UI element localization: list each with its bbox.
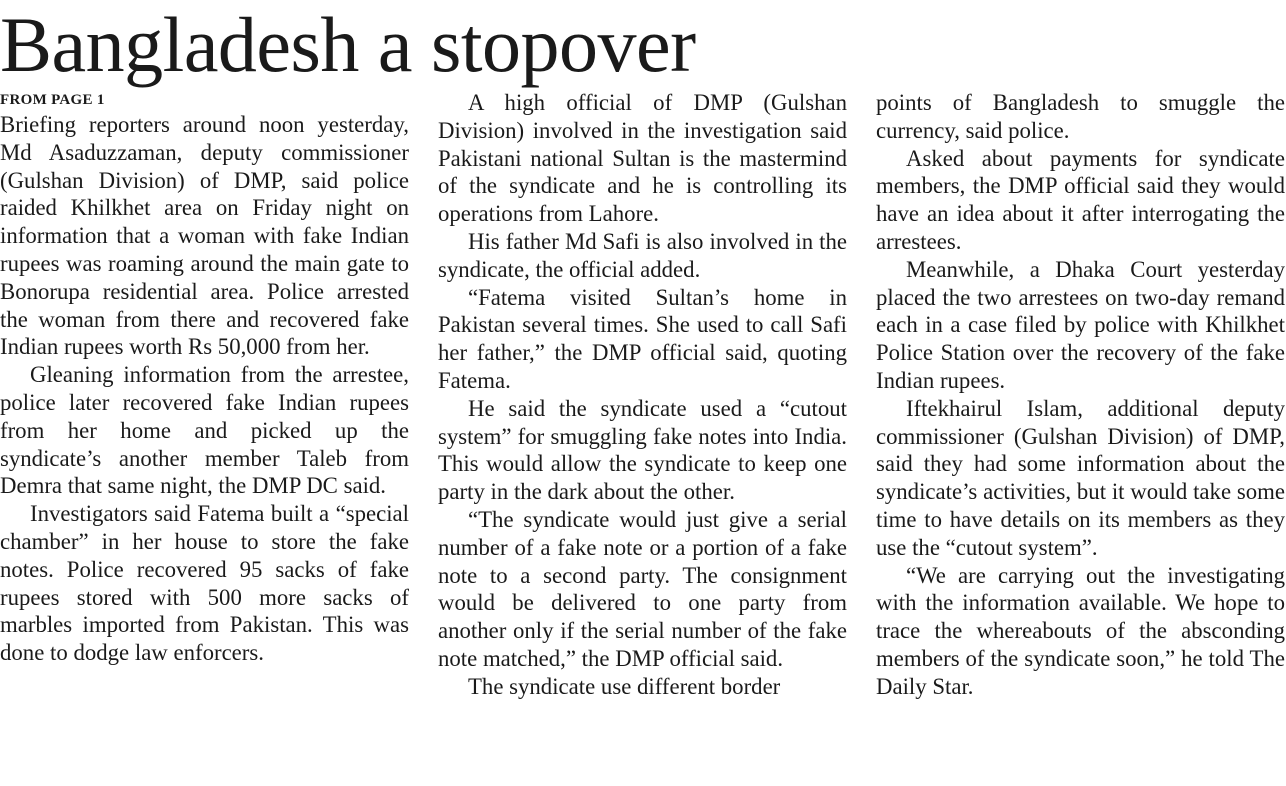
paragraph: points of Bangladesh to smuggle the currency, said police.: [876, 90, 1285, 143]
paragraph: “The syndicate would just give a serial number of a fake note or a portion of a fake note to a second party. The consignment would be delivered to one party from another only if the serial number of the fake note matched,” the DMP official said.: [438, 506, 847, 671]
headline: Bangladesh a stopover: [0, 1, 696, 88]
paragraph: Briefing reporters around noon yesterday, Md Asaduzzaman, deputy commissioner (Gulshan Division) of DMP, said police raided Khilkhet area on Friday night on information that a woman with fake Indian rupees was roaming around the main gate to Bonorupa residential area. Police arrested the woman from there and recovered fake Indian rupees worth Rs 50,000 from her.: [0, 112, 409, 360]
paragraph: Investigators said Fatema built a “special chamber” in her house to store the fake notes. Police recovered 95 sacks of fake rupees stored with 500 more sacks of marbles imported from Pakistan. This was done to dodge law enforcers.: [0, 501, 409, 666]
paragraph: Iftekhairul Islam, additional deputy commissioner (Gulshan Division) of DMP, said they had some information about the syndicate’s activities, but it would take some time to have details on its members as they use the “cutout system”.: [876, 395, 1285, 560]
paragraph: “Fatema visited Sultan’s home in Pakistan several times. She used to call Safi her father,” the DMP official said, quoting Fatema.: [438, 284, 847, 393]
paragraph: A high official of DMP (Gulshan Division) involved in the investigation said Pakistani national Sultan is the mastermind of the syndicate and he is controlling its operations from Lahore.: [438, 90, 847, 227]
article-column-2: [438, 89, 847, 701]
paragraph: Meanwhile, a Dhaka Court yesterday placed the two arrestees on two-day remand each in a case filed by police with Khilkhet Police Station over the recovery of the fake Indian rupees.: [876, 256, 1285, 393]
article-column-1: [0, 89, 409, 667]
paragraph: The syndicate use different border: [468, 673, 781, 699]
continuation-kicker: FROM PAGE 1: [0, 92, 105, 108]
paragraph: “We are carrying out the investigating with the information available. We hope to trace the whereabouts of the absconding members of the syndicate soon,” he told The Daily Star.: [876, 562, 1285, 699]
paragraph: Asked about payments for syndicate members, the DMP official said they would have an idea about it after interrogating the arrestees.: [876, 145, 1285, 254]
paragraph: His father Md Safi is also involved in the syndicate, the official added.: [438, 228, 847, 282]
article-column-3: [876, 89, 1285, 701]
paragraph: Gleaning information from the arrestee, police later recovered fake Indian rupees from her home and picked up the syndicate’s another member Taleb from Demra that same night, the DMP DC said.: [0, 362, 409, 499]
paragraph: He said the syndicate used a “cutout system” for smuggling fake notes into India. This would allow the syndicate to keep one party in the dark about the other.: [438, 395, 847, 505]
